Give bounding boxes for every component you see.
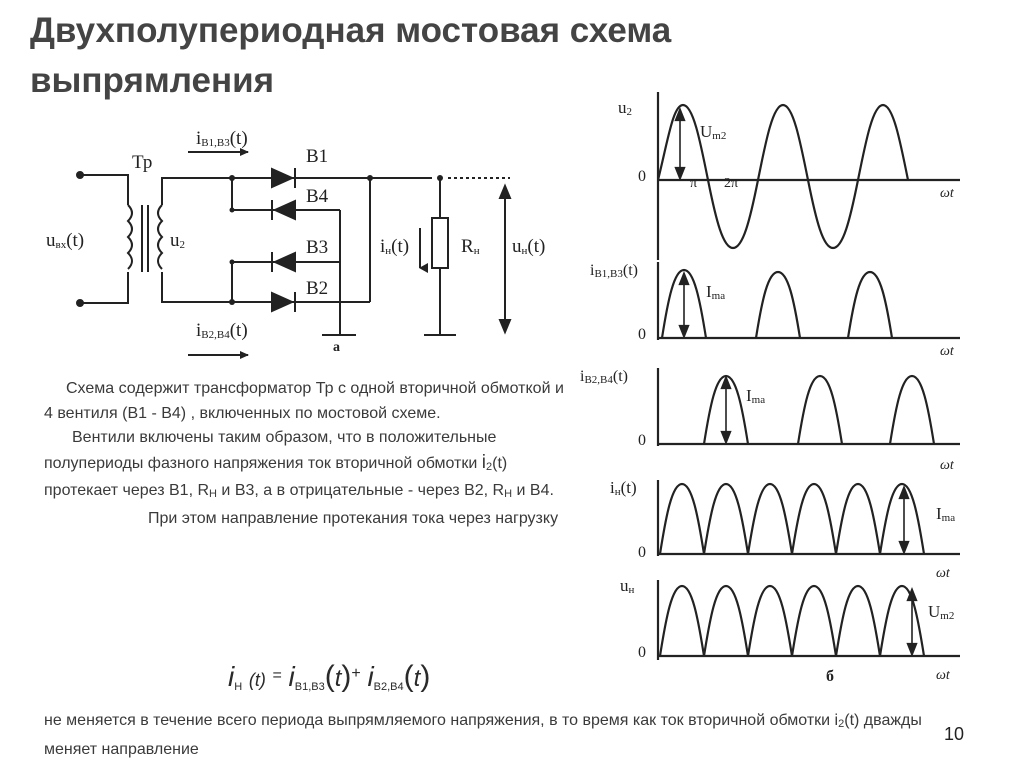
p2-part-b: протекает через В1, R [44, 482, 210, 499]
diode-b3 [275, 253, 295, 271]
label-b3: B3 [306, 237, 329, 258]
paragraph-1: Схема содержит трансформатор Тр с одной вторичной обмоткой и 4 вентиля (В1 - В4) , включенных по мостовой схеме. [44, 380, 564, 422]
g1-amp-label [700, 122, 726, 142]
formula-term2-t: t [413, 665, 421, 692]
label-in [380, 236, 409, 258]
p2-current-sub: 2 [486, 460, 493, 473]
paragraph-3: При этом направление протекания тока через нагрузку [148, 509, 559, 527]
g4-wt: ωt [936, 566, 950, 581]
waveforms [658, 92, 960, 660]
label-un-sub: н [521, 245, 528, 257]
label-b1: B1 [306, 146, 329, 167]
label-un-arg: (t) [527, 236, 546, 257]
g4-y-label [610, 478, 637, 498]
label-un [512, 236, 545, 258]
fig-label-b: б [826, 668, 834, 685]
label-i-b1b3-sub: B1,B3 [201, 137, 230, 149]
un-wave [660, 586, 924, 656]
g1-y-symbol: u [618, 98, 627, 117]
diode-b4 [275, 201, 295, 219]
p2-part-a: Вентили включены таким образом, что в положительные полупериоды фазного напряжения ток вторичной обмотки [44, 429, 497, 472]
g3-zero: 0 [638, 432, 646, 449]
conclusion-sub: 2 [838, 718, 845, 730]
p2-r-sub: Н [209, 488, 217, 500]
conclusion-text [44, 708, 924, 763]
g3-y-label [580, 368, 628, 386]
label-b4: B4 [306, 186, 329, 207]
g1-y-label [618, 98, 632, 118]
g1-y-sub: 2 [626, 106, 632, 118]
label-tr: Тр [132, 152, 153, 173]
formula-equals: = [272, 667, 282, 684]
g4-y-sub: н [614, 486, 621, 498]
ib1b3-wave [662, 270, 892, 338]
label-i-b1b3 [196, 128, 248, 150]
diode-b1 [272, 169, 292, 187]
g1-amp-symbol: U [700, 122, 713, 141]
g3-amp-label [746, 386, 765, 406]
p2-current-symbol: i [481, 451, 486, 473]
label-in-symbol: i [380, 236, 386, 257]
primary-coil [128, 205, 132, 269]
label-i-b2b4-arg: (t) [229, 320, 248, 341]
g5-amp-label [928, 602, 954, 622]
formula-term1-i: i [288, 661, 295, 692]
formula-term2-close: ) [420, 660, 431, 693]
conclusion-part-b: (t) дважды меняет направление [44, 712, 922, 758]
load-resistor [432, 218, 448, 268]
conclusion-part-a: не меняется в течение всего периода выпрямляемого напряжения, в то время как ток вторичной обмотки i [44, 712, 839, 729]
g4-y-arg: (t) [620, 478, 637, 497]
label-rn-symbol: R [461, 236, 474, 257]
g5-zero: 0 [638, 644, 646, 661]
g3-wt: ωt [940, 458, 954, 473]
g3-y-sub: B2,B4 [584, 374, 613, 386]
p2-part-d: и В4. [512, 482, 554, 499]
label-b2: B2 [306, 278, 329, 299]
label-uvx-sub: вх [55, 239, 67, 251]
label-in-sub: н [385, 245, 392, 257]
input-terminal-bottom [77, 300, 83, 306]
formula-term2-sub: В2,В4 [373, 681, 404, 693]
g4-amp-symbol: I [936, 504, 942, 523]
g1-pi: π [690, 176, 698, 191]
page-number: 10 [944, 724, 965, 744]
g2-wt: ωt [940, 344, 954, 359]
description-text [44, 377, 564, 531]
g1-zero: 0 [638, 168, 646, 185]
paragraph-2 [44, 426, 564, 507]
label-rn [461, 236, 480, 258]
formula-term1-close: ) [341, 660, 352, 693]
g1-two-pi: 2π [724, 176, 739, 191]
label-u2 [170, 230, 185, 252]
p2-part-c: и В3, а в отрицательные - через В2, R [216, 482, 505, 499]
g5-y-sub: н [628, 584, 635, 596]
label-rn-sub: н [473, 245, 480, 257]
p2-r-sub2: Н [504, 488, 513, 500]
formula-term1-open: ( [324, 660, 335, 693]
label-i-b2b4-sub: B2,B4 [201, 329, 230, 341]
label-i-b1b3-arg: (t) [229, 128, 248, 149]
g2-y-sub: B1,B3 [594, 268, 623, 280]
g2-zero: 0 [638, 326, 646, 343]
g5-y-symbol: u [620, 576, 629, 595]
g3-y-symbol: i [580, 368, 585, 385]
bridge-circuit [77, 152, 510, 355]
label-uvx-arg: (t) [66, 230, 85, 251]
label-in-arg: (t) [391, 236, 410, 257]
formula-lhs-arg: (t) [248, 670, 266, 690]
formula-lhs-i: i [228, 661, 235, 692]
in-wave [660, 484, 924, 554]
g3-y-arg: (t) [612, 368, 628, 385]
label-u2-symbol: u [170, 230, 180, 251]
g2-y-symbol: i [590, 262, 595, 279]
secondary-coil [158, 205, 162, 269]
ib2b4-wave [704, 376, 934, 444]
g5-wt: ωt [936, 668, 950, 683]
formula-term1-t: t [334, 665, 342, 692]
g2-amp-label [706, 282, 725, 302]
diode-b2 [272, 293, 292, 311]
g1-amp-sub: m2 [712, 130, 727, 142]
g2-y-arg: (t) [622, 262, 638, 279]
page-title: Двухполупериодная мостовая схема выпрямления [30, 11, 672, 100]
label-uvx-symbol: u [46, 230, 56, 251]
formula-term1-sub: В1,В3 [294, 681, 325, 693]
formula-term2-i: i [367, 661, 374, 692]
g5-y-label [620, 576, 634, 596]
formula-term2-open: ( [403, 660, 414, 693]
label-u2-sub: 2 [179, 239, 185, 251]
g2-amp-sub: ma [711, 290, 726, 302]
g3-amp-symbol: I [746, 386, 752, 405]
g2-y-label [590, 262, 638, 280]
input-terminal-top [77, 172, 83, 178]
label-i-b2b4-symbol: i [196, 320, 202, 341]
g4-y-symbol: i [610, 478, 615, 497]
formula-plus: + [351, 665, 361, 682]
g5-amp-symbol: U [928, 602, 941, 621]
g1-wt: ωt [940, 186, 954, 201]
label-un-symbol: u [512, 236, 522, 257]
g4-amp-sub: ma [941, 512, 956, 524]
g4-zero: 0 [638, 544, 646, 561]
g3-amp-sub: ma [751, 394, 766, 406]
label-i-b1b3-symbol: i [196, 128, 202, 149]
g4-amp-label [936, 504, 955, 524]
label-i-b2b4 [196, 320, 248, 342]
p2-current-arg: (t) [492, 454, 508, 472]
formula-lhs-sub: Н [234, 681, 243, 693]
current-formula [228, 660, 430, 694]
label-uvx [46, 230, 84, 252]
g2-amp-symbol: I [706, 282, 712, 301]
g5-amp-sub: m2 [940, 610, 955, 622]
label-node-a: а [333, 340, 340, 355]
